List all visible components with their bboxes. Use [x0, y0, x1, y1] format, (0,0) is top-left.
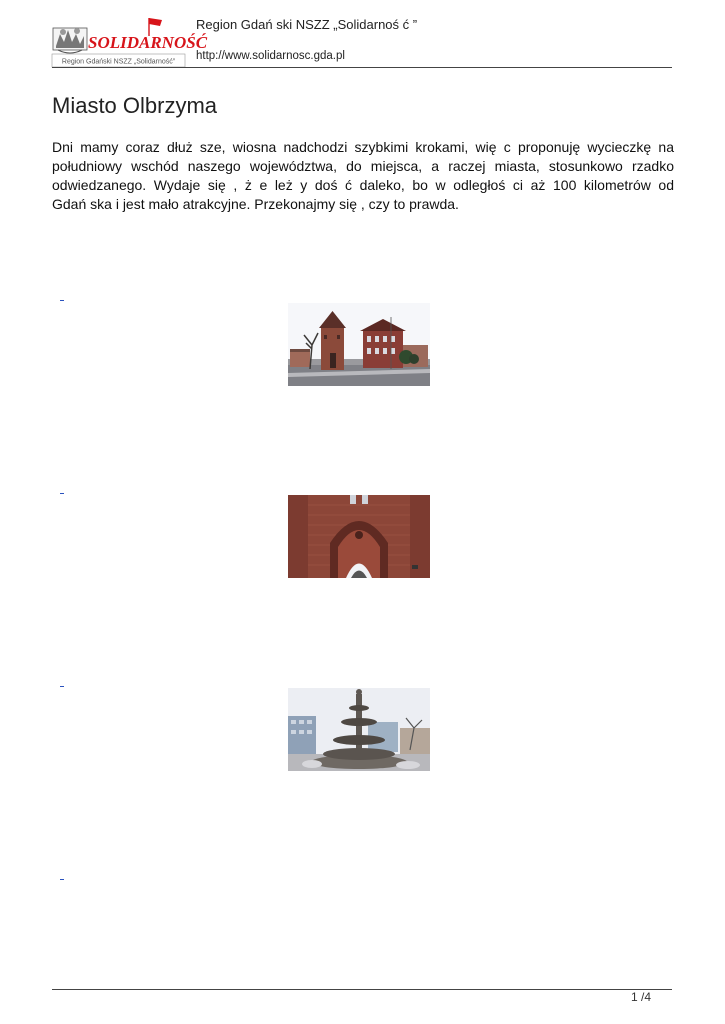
- footer-divider: [52, 989, 672, 990]
- svg-text:Region Gdański NSZZ „Solidarno: Region Gdański NSZZ „Solidarność”: [61, 58, 176, 66]
- article-title: Miasto Olbrzyma: [52, 93, 218, 118]
- header-divider: [52, 67, 672, 68]
- image-link-marker[interactable]: [60, 300, 64, 301]
- photo-gothic-gate[interactable]: [288, 495, 430, 578]
- solidarnosc-logo: [52, 16, 208, 68]
- image-link-marker[interactable]: [60, 493, 64, 494]
- article-intro: [52, 138, 674, 214]
- intro-line: odwiedzanego. Wydaje się , ż e leż y doś ć daleko, bo w odległoś ci aż 100 kilometrów od: [52, 177, 674, 193]
- intro-line: Gdań ska i jest mało atrakcyjne. Przekonajmy się , czy to prawda.: [52, 196, 459, 212]
- page-number: 1 /4: [630, 990, 651, 1004]
- header-title: Region Gdań ski NSZZ „Solidarnoś ć ”: [196, 17, 418, 32]
- image-link-marker[interactable]: [60, 879, 64, 880]
- image-link-marker[interactable]: [60, 686, 64, 687]
- svg-text:SOLIDARNOŚĆ: SOLIDARNOŚĆ: [88, 33, 208, 52]
- intro-line: Dni mamy coraz dłuż sze, wiosna nadchodzi szybkimi krokami, wię c proponuję wycieczkę na: [52, 139, 674, 155]
- crest-icon: [53, 28, 87, 53]
- header-url-link[interactable]: http://www.solidarnosc.gda.pl: [196, 50, 345, 62]
- photo-fountain[interactable]: [288, 688, 430, 771]
- intro-line: południowy wschód naszego województwa, do miejsca, a raczej miasta, stosunkowo rzadko: [52, 158, 674, 174]
- photo-tower-and-town-hall[interactable]: [288, 303, 430, 386]
